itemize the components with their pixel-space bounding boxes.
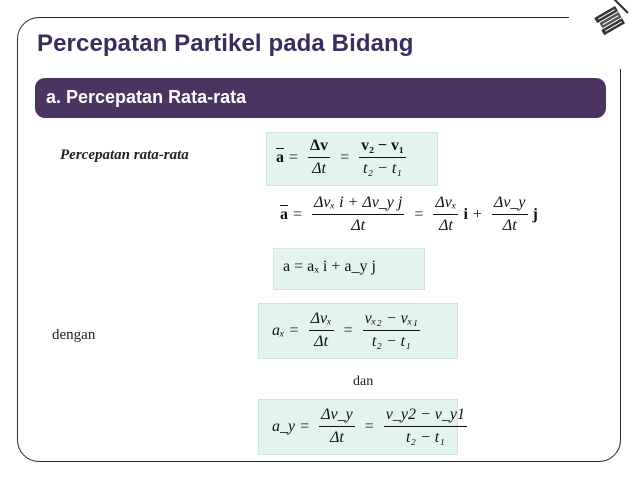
eq4-lhs: aₓ xyxy=(272,321,285,339)
eq1-frac2-num: v₂ − v₁ xyxy=(359,137,406,158)
eq2-frac1-num: Δvₓ i + Δv_y j xyxy=(312,194,404,215)
eq5-frac2-den: t₂ − t₁ xyxy=(405,429,445,446)
eq4-frac2-num: vₓ₂ − vₓ₁ xyxy=(363,310,420,331)
dengan-label: dengan xyxy=(52,327,96,343)
book-stack-icon xyxy=(594,6,628,36)
eq5-frac1-den: Δt xyxy=(330,429,344,446)
eq2-frac3-den: Δt xyxy=(502,217,517,234)
eq4-frac1-den: Δt xyxy=(314,333,329,350)
eq2-frac3-num: Δv_y xyxy=(492,194,528,215)
eq4-frac1-num: Δvₓ xyxy=(309,310,334,331)
eq2-lhs: $\overline{a}$ xyxy=(280,205,288,223)
section-header-bar xyxy=(35,78,606,118)
eq1-frac1-num: Δv xyxy=(308,137,330,158)
equation-2: $\overline{a}$ = $\frac{\text{Δvₓ i + Δv\_y j}}{\Delta t}$ = $\frac{\text{Δvₓ}}{\Delta t}$ i + $\frac{\Delta v\_y}{\Delta t}$ j xyxy=(280,194,538,234)
section-header-label: a. Percepatan Rata-rata xyxy=(46,87,247,107)
eq2-frac2-den: Δt xyxy=(438,217,453,234)
eq3-text: a = aₓ i + a_y j xyxy=(283,258,376,275)
eq2-frac2-num: Δvₓ xyxy=(433,194,458,215)
equation-3 xyxy=(283,258,376,276)
eq5-frac1-num: Δv_y xyxy=(319,406,355,427)
equation-5: a_y = $\frac{\Delta v\_y}{\Delta t}$ = $\frac{v\_y2 - v\_y1}{\text{t₂ − t₁}}$ xyxy=(272,406,465,446)
equation-4: aₓ = $\frac{\text{Δvₓ}}{\Delta t}$ = $\frac{\text{vₓ₂ − vₓ₁}}{\text{t₂ − t₁}}$ xyxy=(272,310,418,350)
eq5-frac2-num: v_y2 − v_y1 xyxy=(384,406,467,427)
slide-title: Percepatan Partikel pada Bidang xyxy=(37,30,414,57)
equation-1: $\overline{a}$ = $\frac{\Delta v}{\Delta t}$ = $\frac{\text{v₂ − v₁}}{\text{t₂ − t₁}}$ xyxy=(276,137,404,177)
eq5-lhs: a_y xyxy=(272,417,296,435)
eq1-frac2-den: t₂ − t₁ xyxy=(363,160,402,177)
eq4-frac2-den: t₂ − t₁ xyxy=(371,333,411,350)
average-acceleration-label: Percepatan rata-rata xyxy=(60,147,189,163)
eq2-frac1-den: Δt xyxy=(351,217,366,234)
dan-label: dan xyxy=(353,374,374,389)
eq1-lhs: $\overline{a}$ xyxy=(276,148,284,166)
eq1-frac1-den: Δt xyxy=(312,160,326,177)
